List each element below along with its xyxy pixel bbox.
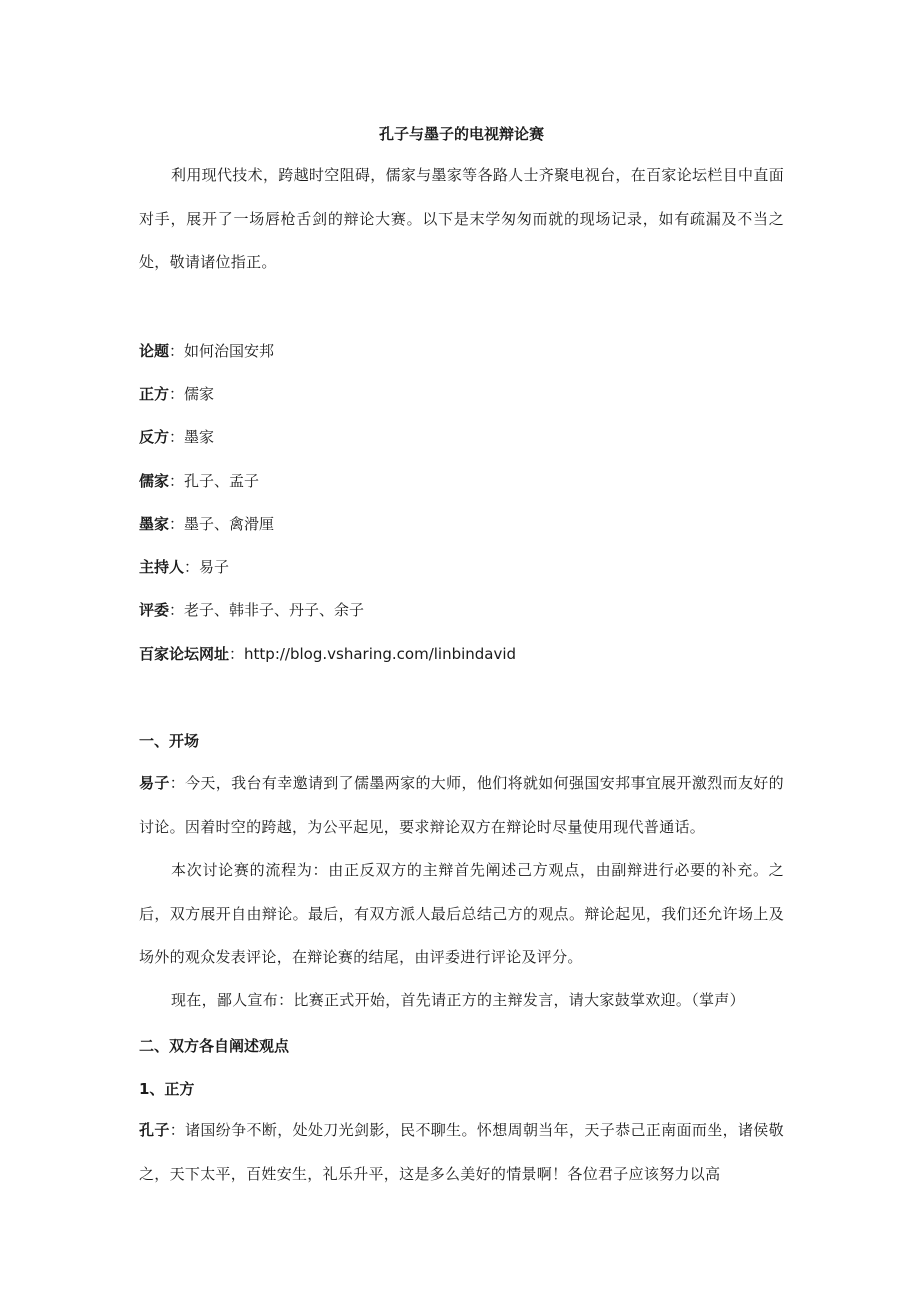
info-sep: ： (169, 342, 185, 360)
host-speech (139, 762, 784, 849)
intro-paragraph: 利用现代技术，跨越时空阻碍，儒家与墨家等各路人士齐聚电视台，在百家论坛栏目中直面对手，展开了一场唇枪舌剑的辩论大赛。以下是末学匆匆而就的现场记录，如有疏漏及不当之处，敬请诸位指正。 (139, 166, 784, 271)
confucius-speech (139, 1109, 784, 1196)
info-value: 儒家 (184, 385, 215, 403)
info-value: 墨子、禽滑厘 (184, 515, 275, 533)
info-label: 儒家 (139, 472, 170, 490)
info-label: 主持人 (139, 558, 185, 576)
speaker-text: 诸国纷争不断，处处刀光剑影，民不聊生。怀想周朝当年，天子恭己正南面而坐，诸侯敬之，天下太平，百姓安生，礼乐升平，这是多么美好的情景啊！各位君子应该努力以高 (139, 1121, 784, 1183)
info-value: 易子 (199, 558, 230, 576)
info-sep: ： (169, 385, 185, 403)
info-judges (139, 598, 784, 622)
section-heading-positions: 二、双方各自阐述观点 (139, 1037, 290, 1055)
info-topic (139, 339, 784, 363)
info-value: 墨家 (184, 428, 215, 446)
info-label: 反方 (139, 428, 170, 446)
info-label: 墨家 (139, 515, 170, 533)
info-sep: ： (169, 515, 185, 533)
speaker-label: 孔子 (139, 1121, 170, 1139)
info-sep: ： (229, 645, 245, 663)
speaker-sep: ： (169, 1121, 186, 1139)
announcement-paragraph: 现在，鄙人宣布：比赛正式开始，首先请正方的主辩发言，请大家鼓掌欢迎。（掌声） (171, 991, 745, 1009)
speaker-text: 今天，我台有幸邀请到了儒墨两家的大师，他们将就如何强国安邦事宜展开激烈而友好的讨论。因着时空的跨越，为公平起见，要求辩论双方在辩论时尽量使用现代普通话。 (139, 774, 784, 836)
info-sep: ： (184, 558, 200, 576)
info-negative (139, 425, 784, 449)
document-title: 孔子与墨子的电视辩论赛 (378, 125, 544, 143)
info-label: 评委 (139, 601, 170, 619)
speaker-sep: ： (169, 774, 186, 792)
info-sep: ： (169, 428, 185, 446)
info-value: 老子、韩非子、丹子、余子 (184, 601, 365, 619)
info-sep: ： (169, 472, 185, 490)
info-label: 百家论坛网址 (139, 645, 230, 663)
info-affirmative (139, 382, 784, 406)
info-label: 论题 (139, 342, 170, 360)
speaker-label: 易子 (139, 774, 170, 792)
info-website (139, 642, 784, 666)
info-value: 孔子、孟子 (184, 472, 260, 490)
info-value: 如何治国安邦 (184, 342, 275, 360)
info-sep: ： (169, 601, 185, 619)
website-link[interactable]: http://blog.vsharing.com/linbindavid (244, 645, 517, 663)
info-confucian (139, 469, 784, 493)
subheading-affirmative: 1、正方 (139, 1080, 195, 1098)
info-label: 正方 (139, 385, 170, 403)
info-mohist (139, 512, 784, 536)
section-heading-opening: 一、开场 (139, 732, 200, 750)
procedure-paragraph: 本次讨论赛的流程为：由正反双方的主辩首先阐述己方观点，由副辩进行必要的补充。之后，双方展开自由辩论。最后，有双方派人最后总结己方的观点。辩论起见，我们还允许场上及场外的观众发表评论，在辩论赛的结尾，由评委进行评论及评分。 (139, 861, 784, 966)
info-host (139, 555, 784, 579)
